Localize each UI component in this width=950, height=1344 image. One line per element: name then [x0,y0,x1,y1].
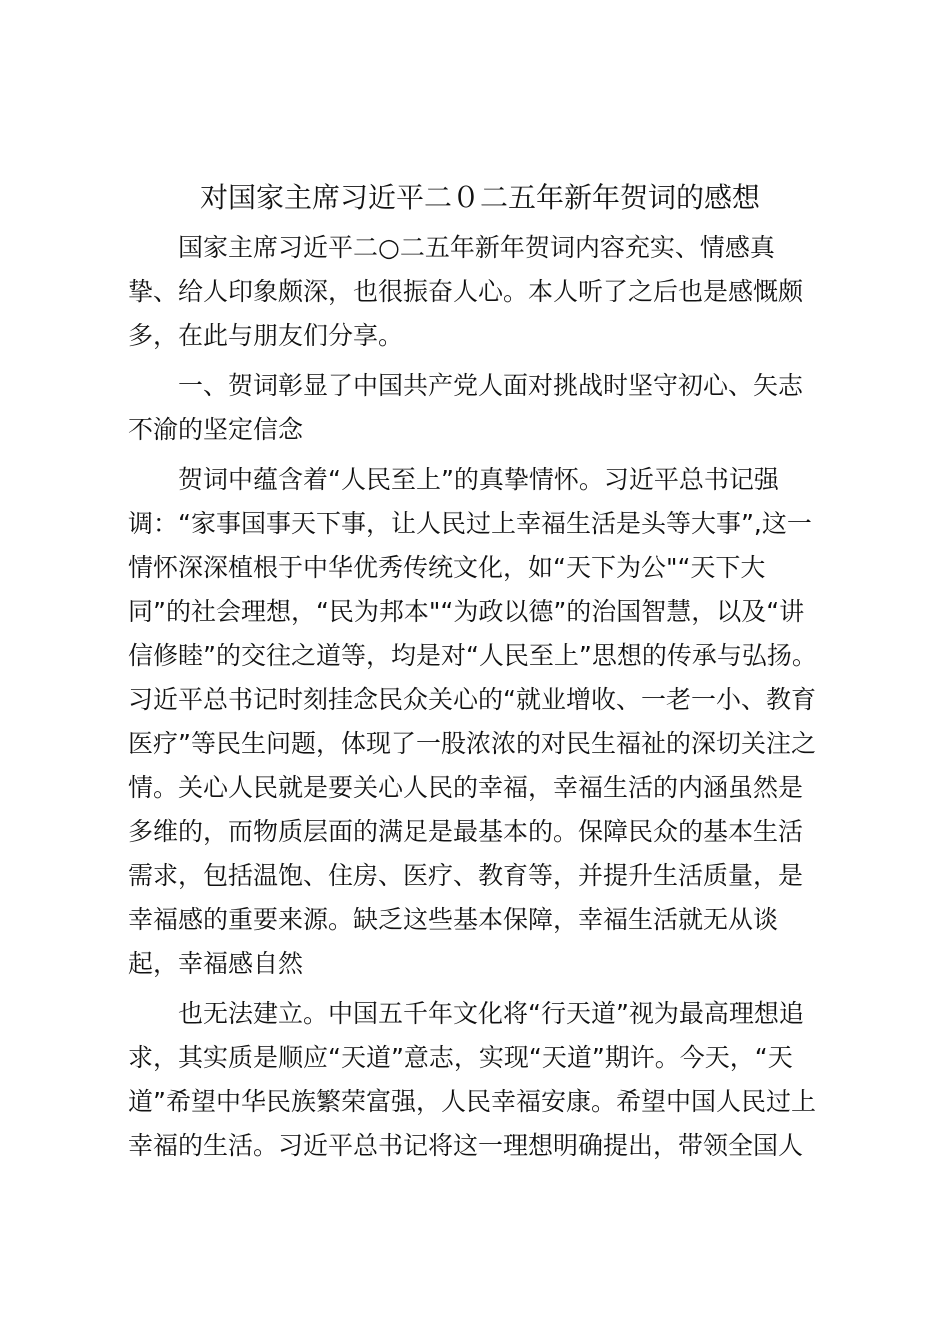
text-line: 挚、给人印象颇深，也很振奋人心。本人听了之后也是感慨颇 [128,277,804,306]
text-line: 贺词中蕴含着“人民至上”的真挚情怀。习近平总书记强 [178,465,779,494]
text-line: 道”希望中华民族繁荣富强，人民幸福安康。希望中国人民过上 [128,1087,816,1116]
text-line: 求，其实质是顺应“天道”意志，实现“天道”期许。今天，“天 [128,1043,793,1072]
document-body [128,226,836,1168]
text-line: 幸福感的重要来源。缺乏这些基本保障，幸福生活就无从谈 [128,905,779,934]
text-line: 医疗”等民生问题，体现了一股浓浓的对民生福祉的深切关注之 [128,729,816,758]
text-line: 情。关心人民就是要关心人民的幸福，幸福生活的内涵虽然是 [128,773,804,802]
text-line: 不渝的坚定信念 [128,415,304,444]
document-title: 对国家主席习近平二０二五年新年贺词的感想 [199,181,760,214]
text-line: 也无法建立。中国五千年文化将“行天道”视为最高理想追 [178,999,804,1028]
text-line: 一、贺词彰显了中国共产党人面对挑战时坚守初心、矢志 [178,371,804,400]
text-line: 调：“家事国事天下事，让人民过上幸福生活是头等大事”,这一 [128,509,812,538]
text-line: 起，幸福感自然 [128,949,304,978]
text-line: 幸福的生活。习近平总书记将这一理想明确提出，带领全国人 [128,1131,804,1160]
text-line: 多，在此与朋友们分享。 [128,321,404,350]
text-line: 国家主席习近平二○二五年新年贺词内容充实、情感真 [178,233,775,262]
paragraph-heavenly-way [128,992,836,1168]
text-line: 多维的，而物质层面的满足是最基本的。保障民众的基本生活 [128,817,804,846]
section-heading-1 [128,364,836,452]
text-line: 习近平总书记时刻挂念民众关心的“就业增收、一老一小、教育 [128,685,816,714]
paragraph-people-first [128,458,836,986]
paragraph-intro [128,226,836,358]
text-line: 情怀深深植根于中华优秀传统文化，如“天下为公"“天下大 [128,553,766,582]
text-line: 同”的社会理想，“民为邦本"“为政以德”的治国智慧，以及“讲 [128,597,805,626]
text-line: 需求，包括温饱、住房、医疗、教育等，并提升生活质量，是 [128,861,804,890]
text-line: 信修睦”的交往之道等，均是对“人民至上”思想的传承与弘扬。 [128,641,817,670]
